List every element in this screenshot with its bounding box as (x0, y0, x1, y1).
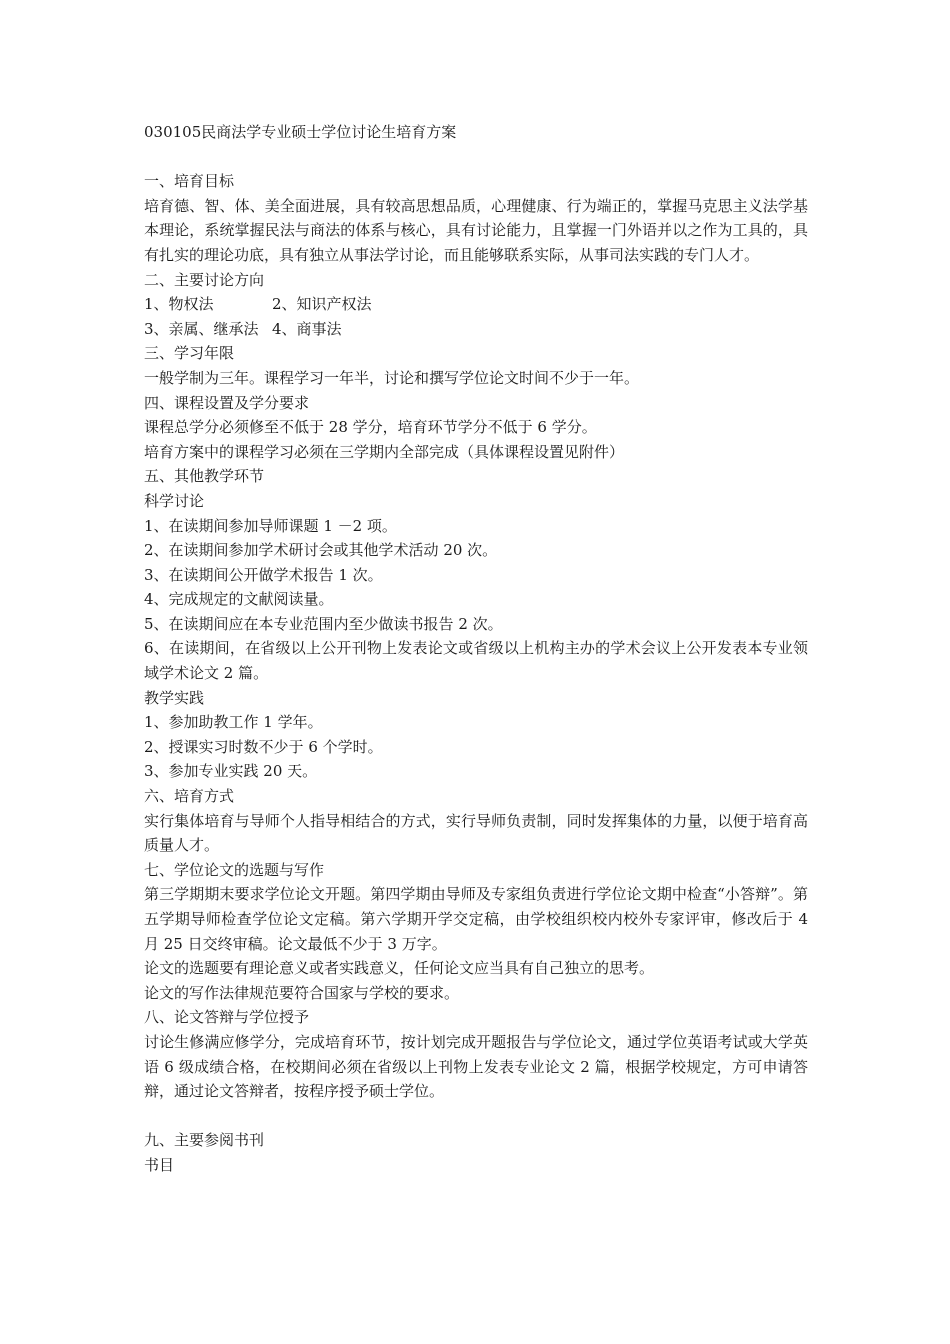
section-heading-goals: 一、培育目标 (144, 172, 235, 191)
section-body-goals: 培育德、智、体、美全面进展，具有较高思想品质，心理健康、行为端正的，掌握马克思主义法学基本理论，系统掌握民法与商法的体系与核心，具有讨论能力，且掌握一门外语并以之作为工具的，具有扎实的理论功底，具有独立从事法学讨论，而且能够联系实际，从事司法实践的专门人才。 (144, 196, 808, 264)
section-heading-thesis: 七、学位论文的选题与写作 (144, 860, 325, 879)
list-item: 2、在读期间参加学术研讨会或其他学术活动 20 次。 (144, 541, 498, 560)
section-heading-directions: 二、主要讨论方向 (144, 270, 265, 289)
direction-item: 3、亲属、继承法 (144, 319, 259, 338)
directions-row-1 (144, 292, 808, 317)
list-item: 5、在读期间应在本专业范围内至少做读书报告 2 次。 (144, 614, 503, 633)
section-body-courses-1: 课程总学分必须修至不低于 28 学分，培育环节学分不低于 6 学分。 (144, 418, 597, 437)
section-heading-courses: 四、课程设置及学分要求 (144, 393, 310, 412)
section-body-courses-2: 培育方案中的课程学习必须在三学期内全部完成（具体课程设置见附件） (144, 442, 625, 461)
list-item: 3、在读期间公开做学术报告 1 次。 (144, 565, 383, 584)
list-item: 4、完成规定的文献阅读量。 (144, 590, 334, 609)
direction-item: 2、知识产权法 (272, 295, 372, 314)
section-heading-other: 五、其他教学环节 (144, 467, 265, 486)
section-body-duration: 一般学制为三年。课程学习一年半，讨论和撰写学位论文时间不少于一年。 (144, 368, 640, 387)
section-heading-method: 六、培育方式 (144, 787, 235, 806)
subheading-booklist: 书目 (144, 1155, 175, 1174)
section-body-thesis-3: 论文的写作法律规范要符合国家与学校的要求。 (144, 983, 460, 1002)
document-title: 030105民商法学专业硕士学位讨论生培育方案 (144, 123, 457, 141)
section-body-thesis-1: 第三学期期末要求学位论文开题。第四学期由导师及专家组负责进行学位论文期中检查“小答辩”。第五学期导师检查学位论文定稿。第六学期开学交定稿，由学校组织校内校外专家评审，修改后于 4 月 25 日交终审稿。论文最低不少于 3 万字。 (144, 885, 808, 953)
section-heading-references: 九、主要参阅书刊 (144, 1131, 265, 1150)
list-item: 2、授课实习时数不少于 6 个学时。 (144, 737, 383, 756)
section-body-defense: 讨论生修满应修学分，完成培育环节，按计划完成开题报告与学位论文，通过学位英语考试或大学英语 6 级成绩合格，在校期间必须在省级以上刊物上发表专业论文 2 篇，根据学校规定，方可申请答辩，通过论文答辩者，按程序授予硕士学位。 (144, 1032, 808, 1101)
list-item: 1、参加助教工作 1 学年。 (144, 713, 323, 732)
list-item: 1、在读期间参加导师课题 1 －2 项。 (144, 516, 397, 535)
document-page (144, 120, 808, 1178)
direction-item: 1、物权法 (144, 295, 214, 314)
directions-row-2 (144, 317, 808, 342)
blank-line (144, 1104, 808, 1129)
subheading-teaching: 教学实践 (144, 688, 205, 707)
section-body-method: 实行集体培育与导师个人指导相结合的方式，实行导师负责制，同时发挥集体的力量，以便于培育高质量人才。 (144, 811, 808, 855)
subheading-research: 科学讨论 (144, 491, 205, 510)
list-item: 6、在读期间，在省级以上公开刊物上发表论文或省级以上机构主办的学术会议上公开发表本专业领域学术论文 2 篇。 (144, 639, 808, 683)
section-body-thesis-2: 论文的选题要有理论意义或者实践意义，任何论文应当具有自己独立的思考。 (144, 959, 655, 978)
list-item: 3、参加专业实践 20 天。 (144, 762, 318, 781)
section-heading-defense: 八、论文答辩与学位授予 (144, 1008, 310, 1027)
section-heading-duration: 三、学习年限 (144, 344, 235, 363)
direction-item: 4、商事法 (272, 319, 342, 338)
